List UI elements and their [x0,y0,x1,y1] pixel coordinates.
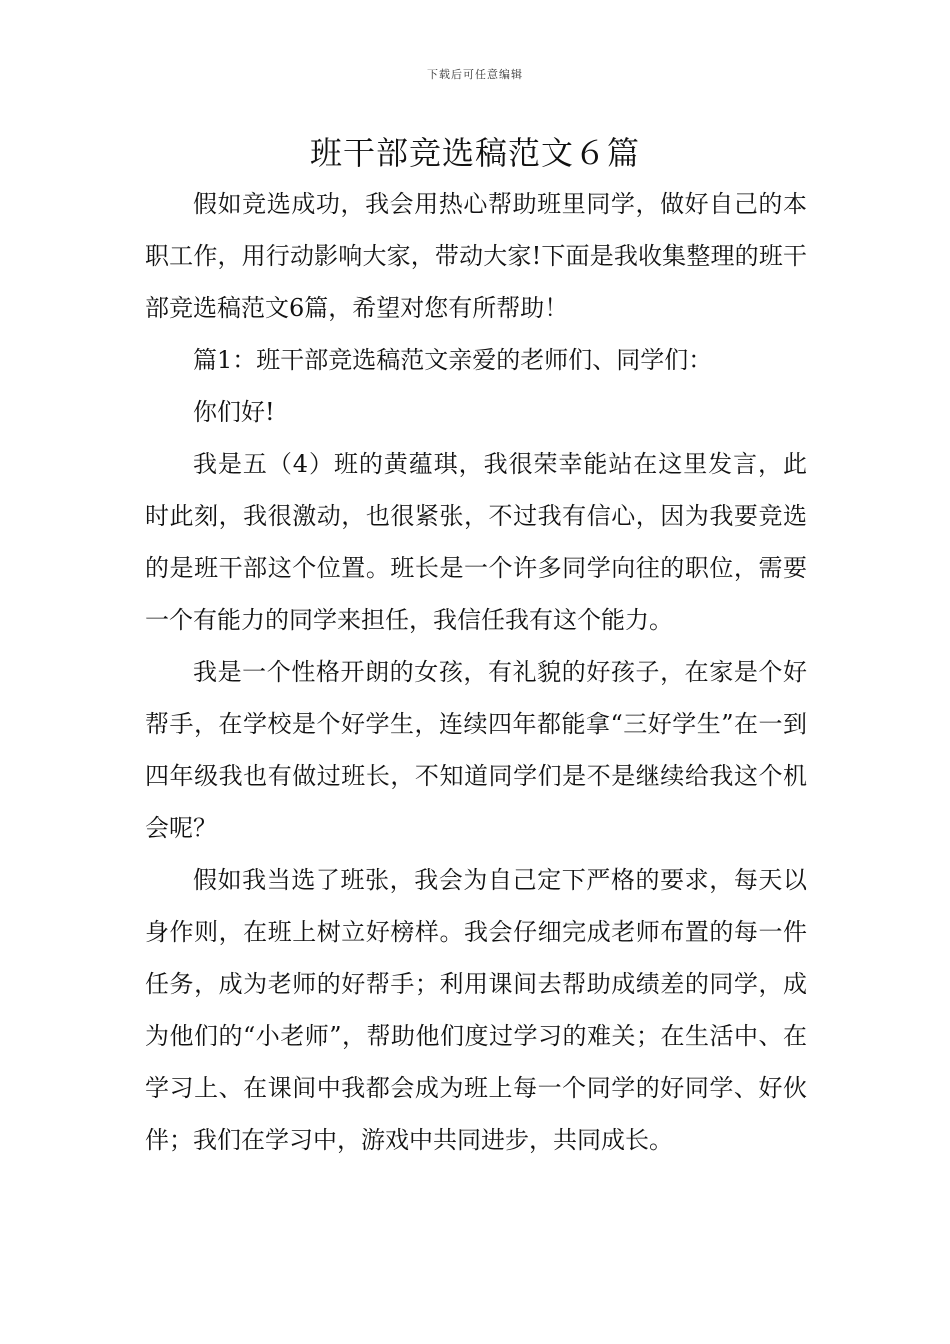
paragraph-promise: 假如我当选了班张，我会为自己定下严格的要求，每天以身作则，在班上树立好榜样。我会仔细完成老师布置的每一件任务，成为老师的好帮手；利用课间去帮助成绩差的同学，成为他们的“小老师”，帮助他们度过学习的难关；在生活中、在学习上、在课间中我都会成为班上每一个同学的好同学、好伙伴；我们在学习中，游戏中共同进步，共同成长。 [145,866,807,1154]
paragraph-self-introduction: 我是五（4）班的黄蕴琪，我很荣幸能站在这里发言，此时此刻，我很激动，也很紧张，不过我有信心，因为我要竞选的是班干部这个位置。班长是一个许多同学向往的职位，需要一个有能力的同学来担任，我信任我有这个能力。 [145,450,807,634]
paragraph-personality: 我是一个性格开朗的女孩，有礼貌的好孩子，在家是个好帮手，在学校是个好学生，连续四年都能拿“三好学生”在一到四年级我也有做过班长，不知道同学们是不是继续给我这个机会呢？ [145,658,807,842]
paragraph-intro: 假如竞选成功，我会用热心帮助班里同学，做好自己的本职工作，用行动影响大家，带动大家!下面是我收集整理的班干部竞选稿范文6篇，希望对您有所帮助！ [145,190,807,322]
document-body [145,178,807,1166]
document-title: 班干部竞选稿范文６篇 [309,134,640,172]
header-note: 下载后可任意编辑 [427,68,523,81]
paragraph-greeting: 你们好! [193,398,275,426]
paragraph-section-heading: 篇1：班干部竞选稿范文亲爱的老师们、同学们： [193,346,713,374]
